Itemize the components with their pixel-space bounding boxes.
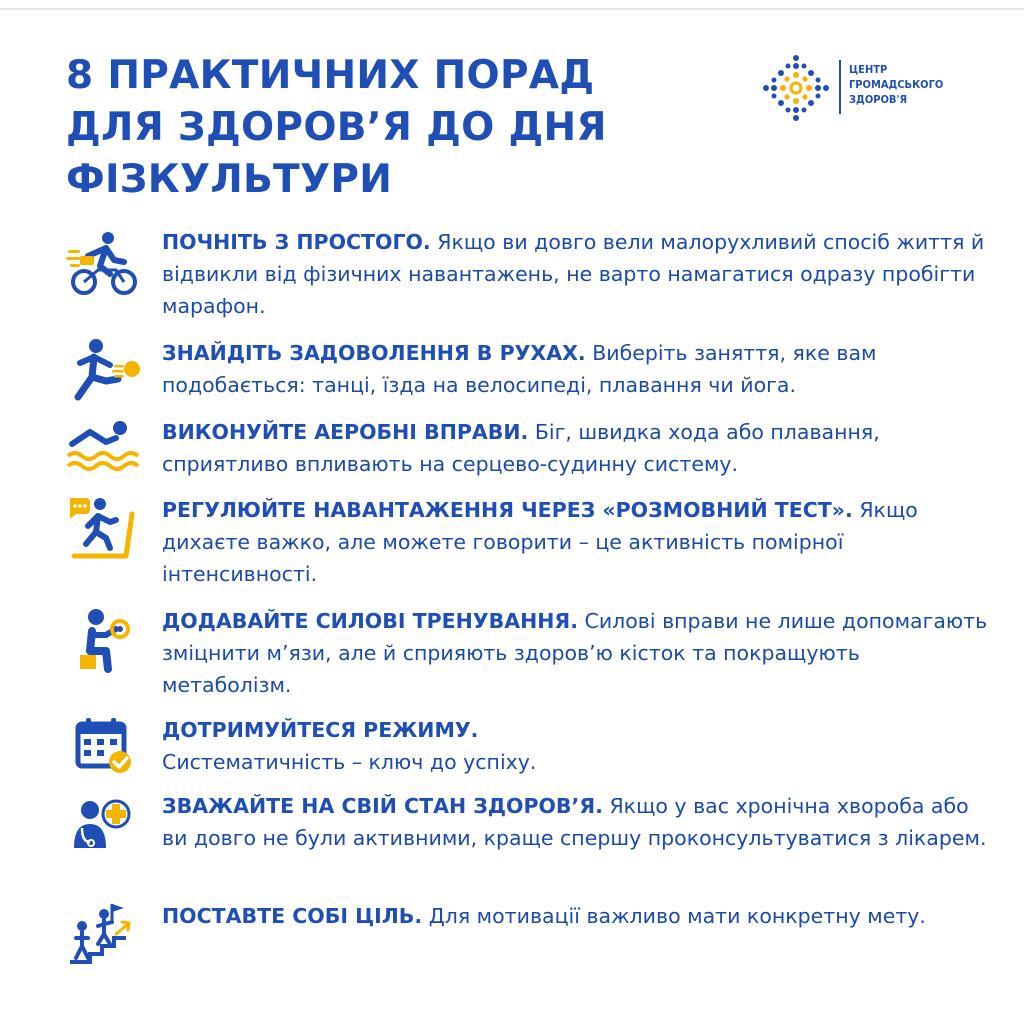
- tip-body: Виберіть заняття, яке вам подобається: танці, їзда на велосипеді, плавання чи йога.: [162, 341, 877, 397]
- football-player-icon: [66, 337, 142, 413]
- tip-text: [162, 226, 992, 322]
- logo: [762, 54, 972, 124]
- tip-heading: РЕГУЛЮЙТЕ НАВАНТАЖЕННЯ ЧЕРЕЗ «РОЗМОВНИЙ ТЕСТ».: [162, 498, 853, 522]
- logo-divider: [839, 60, 841, 114]
- tip-body: Якщо у вас хронічна хвороба або ви довго не були активними, краще спершу проконсультуватися з лікарем.: [162, 794, 987, 850]
- tip-text: [162, 790, 992, 854]
- tip-body: Якщо дихаєте важко, але можете говорити – це активність помірної інтенсивності.: [162, 498, 918, 586]
- stairs-goal-icon: [66, 900, 142, 976]
- tip-body: Силові вправи не лише допомагають зміцнити м’язи, але й сприяють здоров’ю кісток та покращують метаболізм.: [162, 609, 988, 697]
- tip-body: Для мотивації важливо мати конкретну мету.: [422, 904, 926, 928]
- tip-body: Систематичність – ключ до успіху.: [162, 750, 537, 774]
- doctor-plus-icon: [66, 790, 142, 866]
- tip-text: [162, 337, 992, 401]
- weightlifter-icon: [66, 605, 142, 681]
- tip-text: [162, 605, 992, 701]
- logo-text: ЦЕНТР ГРОМАДСЬКОГО ЗДОРОВ'Я: [849, 63, 944, 106]
- tip-text: [162, 416, 992, 480]
- calendar-check-icon: [66, 714, 142, 790]
- page-title: 8 ПРАКТИЧНИХ ПОРАД ДЛЯ ЗДОРОВ’Я ДО ДНЯ ФІЗКУЛЬТУРИ: [66, 53, 607, 202]
- tip-text: [162, 900, 992, 932]
- tip-heading: ЗНАЙДІТЬ ЗАДОВОЛЕННЯ В РУХАХ.: [162, 341, 586, 365]
- tip-heading: ВИКОНУЙТЕ АЕРОБНІ ВПРАВИ.: [162, 420, 529, 444]
- tip-heading: ПОСТАВТЕ СОБІ ЦІЛЬ.: [162, 904, 423, 928]
- tip-heading: ДОДАВАЙТЕ СИЛОВІ ТРЕНУВАННЯ.: [162, 609, 578, 633]
- ornament-logo-icon: [762, 54, 830, 122]
- swimmer-icon: [66, 416, 142, 492]
- treadmill-runner-icon: [66, 494, 142, 570]
- cyclist-icon: [66, 226, 142, 302]
- tip-heading: ЗВАЖАЙТЕ НА СВІЙ СТАН ЗДОРОВ’Я.: [162, 794, 603, 818]
- tip-heading: ДОТРИМУЙТЕСЯ РЕЖИМУ.: [162, 718, 479, 742]
- tip-body: Біг, швидка хода або плавання, сприятливо впливають на серцево-судинну систему.: [162, 420, 880, 476]
- tip-body: Якщо ви довго вели малорухливий спосіб життя й відвикли від фізичних навантажень, не варто намагатися одразу пробігти марафон.: [162, 230, 985, 318]
- tip-text: [162, 494, 992, 590]
- tip-text: [162, 714, 992, 778]
- top-divider: [0, 8, 1024, 10]
- tip-heading: ПОЧНІТЬ З ПРОСТОГО.: [162, 230, 431, 254]
